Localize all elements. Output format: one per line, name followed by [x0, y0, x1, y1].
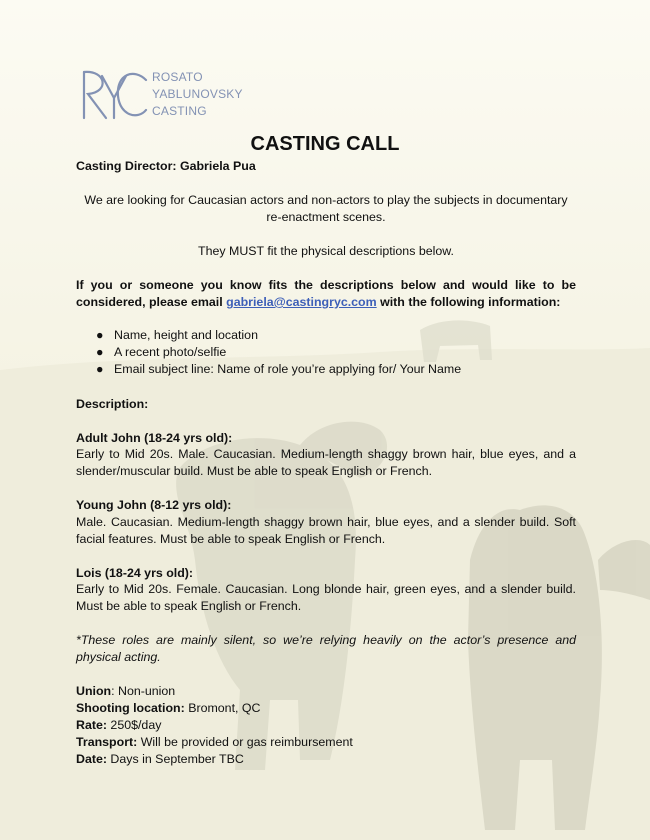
detail-label: Shooting location:: [76, 701, 185, 715]
intro-paragraph: We are looking for Caucasian actors and non-actors to play the subjects in documentary re-enactment scenes.: [84, 193, 568, 224]
bullet-icon: ●: [96, 345, 104, 359]
detail-date: [76, 751, 576, 768]
requirement-text: Name, height and location: [114, 328, 258, 342]
role-title-adult-john: Adult John (18-24 yrs old):: [76, 431, 233, 445]
company-logo: [76, 62, 241, 124]
role-text-lois: Early to Mid 20s. Female. Caucasian. Long blonde hair, green eyes, and a slender build. Must be able to speak English or French.: [76, 582, 576, 613]
logo-line-1: ROSATO: [152, 70, 203, 84]
detail-value: Days in September TBC: [106, 752, 244, 766]
logo-wordmark: [152, 69, 243, 120]
detail-value: Will be provided or gas reimbursement: [137, 735, 353, 749]
casting-director: Casting Director: Gabriela Pua: [76, 159, 256, 173]
detail-shooting-location: [76, 700, 576, 717]
detail-label: Date:: [76, 752, 107, 766]
bullet-icon: ●: [96, 328, 104, 342]
detail-rate: [76, 717, 576, 734]
list-item: [76, 344, 576, 361]
role-text-young-john: Male. Caucasian. Medium-length shaggy brown hair, blue eyes, and a slender build. Soft facial features. Must be able to speak English or French.: [76, 515, 576, 546]
detail-value: 250$/day: [106, 718, 162, 732]
must-fit-notice: They MUST fit the physical descriptions below.: [198, 244, 454, 258]
logo-line-2: YABLUNOVSKY: [152, 87, 243, 101]
requirement-text: Email subject line: Name of role you’re applying for/ Your Name: [114, 362, 462, 376]
role-title-young-john: Young John (8-12 yrs old):: [76, 498, 232, 512]
ryc-monogram-logo: [76, 66, 148, 124]
requirements-list: [76, 327, 576, 378]
detail-label: Union: [76, 684, 112, 698]
detail-transport: [76, 734, 576, 751]
detail-label: Transport:: [76, 735, 138, 749]
apply-paragraph: [76, 277, 576, 311]
roles-note: *These roles are mainly silent, so we’re relying heavily on the actor’s presence and physical acting.: [76, 633, 576, 664]
detail-label: Rate:: [76, 718, 107, 732]
apply-text-before: If you or someone you know fits the descriptions below and would like to be considered, please email: [76, 278, 576, 309]
bullet-icon: ●: [96, 362, 104, 376]
requirement-text: A recent photo/selfie: [114, 345, 227, 359]
detail-value: Bromont, QC: [184, 701, 261, 715]
list-item: [76, 361, 576, 378]
description-heading: Description:: [76, 397, 149, 411]
role-title-lois: Lois (18-24 yrs old):: [76, 566, 194, 580]
email-link[interactable]: gabriela@castingryc.com: [226, 295, 377, 309]
logo-line-3: CASTING: [152, 104, 207, 118]
apply-text-after: with the following information:: [376, 295, 561, 309]
list-item: [76, 327, 576, 344]
detail-union: [76, 683, 576, 700]
detail-value: : Non-union: [111, 684, 176, 698]
page-title: CASTING CALL: [250, 133, 400, 155]
role-text-adult-john: Early to Mid 20s. Male. Caucasian. Medium-length shaggy brown hair, blue eyes, and a slender/muscular build. Must be able to speak English or French.: [76, 447, 576, 478]
